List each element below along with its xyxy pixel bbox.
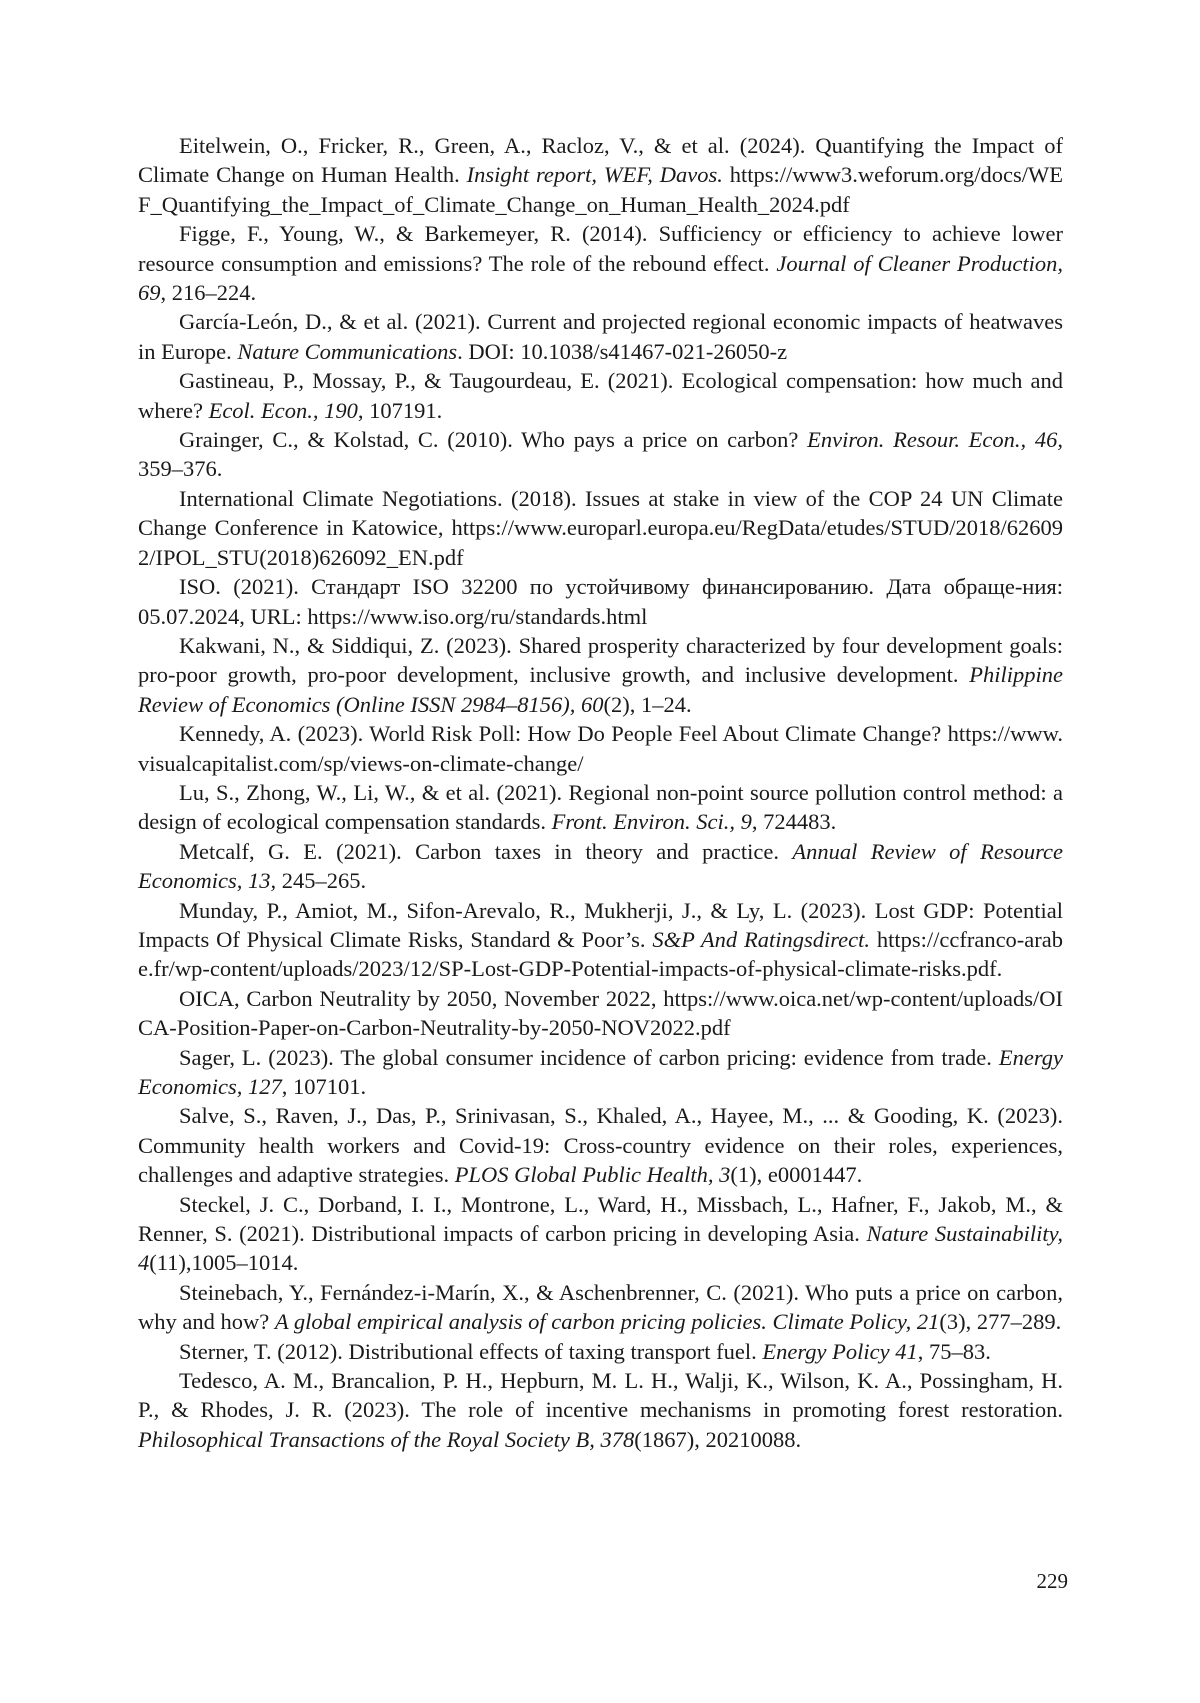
reference-entry — [138, 1278, 1063, 1337]
reference-text: Grainger, C., & Kolstad, C. (2010). Who pays a price on carbon? — [179, 427, 808, 453]
reference-source-title: Environ. Resour. Econ., 46, — [807, 427, 1063, 453]
reference-text — [723, 162, 730, 187]
reference-entry — [138, 1101, 1063, 1189]
reference-text: Metcalf, G. E. (2021). Carbon taxes in theory and practice. — [179, 838, 793, 864]
reference-entry — [138, 484, 1063, 572]
reference-source-title: S&P And Ratingsdirect. — [652, 926, 870, 952]
reference-source-title: Ecol. Econ., 190 — [208, 397, 358, 423]
reference-url-link[interactable]: https://ccfranco-arabe.fr/wp-content/uploads/2023/12/SP-Lost-GDP-Potential-impacts-of-physical-climate-risks.pdf. — [138, 926, 1064, 982]
reference-entry — [138, 307, 1063, 366]
reference-text: , 724483. — [751, 809, 837, 835]
reference-text: Tedesco, A. M., Brancalion, P. H., Hepburn, M. L. H., Walji, K., Wilson, K. A., Possingham, H. P., & Rhodes, J. R. (2023). The role of incentive mechanisms in promoting forest restoration. — [138, 1368, 1063, 1423]
reference-text — [870, 927, 877, 952]
reference-entry — [138, 1190, 1063, 1278]
reference-entry — [138, 572, 1063, 631]
reference-text: , 75–83. — [917, 1338, 991, 1364]
reference-text: (2), 1–24. — [603, 691, 692, 717]
reference-text: Figge, F., Young, W., & Barkemeyer, R. (2014). Sufficiency or efficiency to achieve lower resource consumption and emissions? The role of the rebound effect. — [138, 221, 1063, 276]
reference-text: Steckel, J. C., Dorband, I. I., Montrone, L., Ward, H., Missbach, L., Hafner, F., Jakob, M., & Renner, S. (2021). Distributional impacts of carbon pricing in developing Asia. — [138, 1191, 1063, 1247]
reference-text: Gastineau, P., Mossay, P., & Taugourdeau, E. (2021). Ecological compensation: how much and where? — [138, 368, 1063, 423]
reference-text: International Climate Negotiations. (2018). Issues at stake in view of the COP 24 UN Climate Change Conference in Katowice, — [138, 485, 1063, 541]
reference-text: Kakwani, N., & Siddiqui, Z. (2023). Shared prosperity characterized by four development goals: pro-poor growth, pro-poor development, inclusive growth, and inclusive development. — [138, 632, 1063, 688]
reference-source-title: Philosophical Transactions of the Royal Society B, 378 — [138, 1426, 635, 1452]
reference-source-title: Energy Economics, 127 — [138, 1044, 1063, 1099]
reference-list — [138, 131, 1063, 1454]
reference-source-title: Insight report, WEF, Davos. — [466, 162, 723, 188]
reference-text: Sager, L. (2023). The global consumer incidence of carbon pricing: evidence from trade. — [179, 1044, 999, 1070]
reference-entry — [138, 631, 1063, 719]
reference-text: Lu, S., Zhong, W., Li, W., & et al. (2021). Regional non-point source pollution control method: a design of ecological compensation standards. — [138, 779, 1063, 835]
reference-source-title: Front. Environ. Sci., 9 — [551, 809, 752, 835]
reference-text: 245–265. — [276, 868, 367, 894]
reference-entry — [138, 1366, 1063, 1454]
reference-text: Munday, P., Amiot, M., Sifon-Arevalo, R., Mukherji, J., & Ly, L. (2023). Lost GDP: Potential Impacts Of Physical Climate Risks, Standard & Poor’s. — [138, 897, 1063, 952]
reference-entry — [138, 219, 1063, 307]
reference-entry — [138, 1337, 1063, 1366]
reference-source-title: A global empirical analysis of carbon pricing policies. Climate Policy, 21 — [274, 1309, 940, 1335]
reference-text: Sterner, T. (2012). Distributional effects of taxing transport fuel. — [179, 1338, 763, 1364]
reference-url-link[interactable]: https://www.oica.net/wp-content/uploads/OICA-Position-Paper-on-Carbon-Neutrality-by-2050-NOV2022.pdf — [138, 985, 1063, 1041]
reference-text: (1), e0001447. — [730, 1162, 863, 1188]
reference-entry — [138, 131, 1063, 219]
reference-source-title: Energy Policy 41 — [762, 1338, 918, 1364]
reference-text: , 107191. — [357, 397, 443, 423]
reference-entry — [138, 1043, 1063, 1102]
reference-text: Salve, S., Raven, J., Das, P., Srinivasan, S., Khaled, A., Hayee, M., ... & Gooding, K. (2023). Community health workers and Covid-19: Cross-country evidence on their roles, experiences, challenges and adaptive strategies. — [138, 1103, 1063, 1188]
reference-text: García-León, D., & et al. (2021). Current and projected regional economic impacts of heatwaves in Europe. — [138, 309, 1063, 364]
reference-entry — [138, 425, 1063, 484]
reference-source-title: Annual Review of Resource Economics, 13, — [138, 838, 1063, 894]
reference-text: (1867), 20210088. — [634, 1426, 802, 1452]
reference-source-title: Journal of Cleaner Production, 69 — [138, 250, 1063, 306]
reference-entry — [138, 984, 1063, 1043]
reference-entry — [138, 366, 1063, 425]
reference-entry — [138, 837, 1063, 896]
reference-entry — [138, 719, 1063, 778]
reference-text: OICA, Carbon Neutrality by 2050, November 2022, — [179, 985, 664, 1011]
reference-url-link[interactable]: https://www3.weforum.org/docs/WEF_Quantifying_the_Impact_of_Climate_Change_on_Human_Health_2024.pdf — [138, 162, 1063, 217]
reference-text: . DOI: 10.1038/s41467-021-26050-z — [457, 338, 788, 364]
reference-source-title: Philippine Review of Economics (Online ISSN 2984–8156), 60 — [138, 662, 1063, 717]
reference-text: , 107101. — [281, 1074, 367, 1099]
page-number: 229 — [1036, 1569, 1068, 1593]
reference-source-title: Nature Communications — [237, 338, 458, 364]
reference-text: (3), 277–289. — [939, 1309, 1062, 1335]
reference-text: 359–376. — [138, 456, 223, 482]
reference-text: Kennedy, A. (2023). World Risk Poll: How Do People Feel About Climate Change? — [179, 721, 948, 747]
reference-text: ISO. (2021). Стандарт ISO 32200 по устойчивому финансированию. Дата обраще-ния: 05.07.2024, URL: https://www.iso.org/ru/standards.html — [138, 574, 1063, 629]
reference-text: Eitelwein, O., Fricker, R., Green, A., Racloz, V., & et al. (2024). Quantifying the Impact of Climate Change on Human Health. — [138, 133, 1063, 188]
reference-url-link[interactable]: https://www.visualcapitalist.com/sp/views-on-climate-change/ — [138, 721, 1063, 776]
reference-source-title: PLOS Global Public Health, 3 — [454, 1162, 731, 1188]
reference-text: Steinebach, Y., Fernández-i-Marín, X., & Aschenbrenner, C. (2021). Who puts a price on carbon, why and how? — [138, 1279, 1063, 1335]
reference-text: , 216–224. — [160, 280, 257, 306]
reference-source-title: Nature Sustainability, 4 — [138, 1221, 1063, 1276]
reference-entry — [138, 778, 1063, 837]
reference-entry — [138, 896, 1063, 984]
reference-url-link[interactable]: https://www.europarl.europa.eu/RegData/etudes/STUD/2018/626092/IPOL_STU(2018)626092_EN.pdf — [138, 515, 1063, 570]
reference-text: (11),1005–1014. — [149, 1250, 299, 1276]
